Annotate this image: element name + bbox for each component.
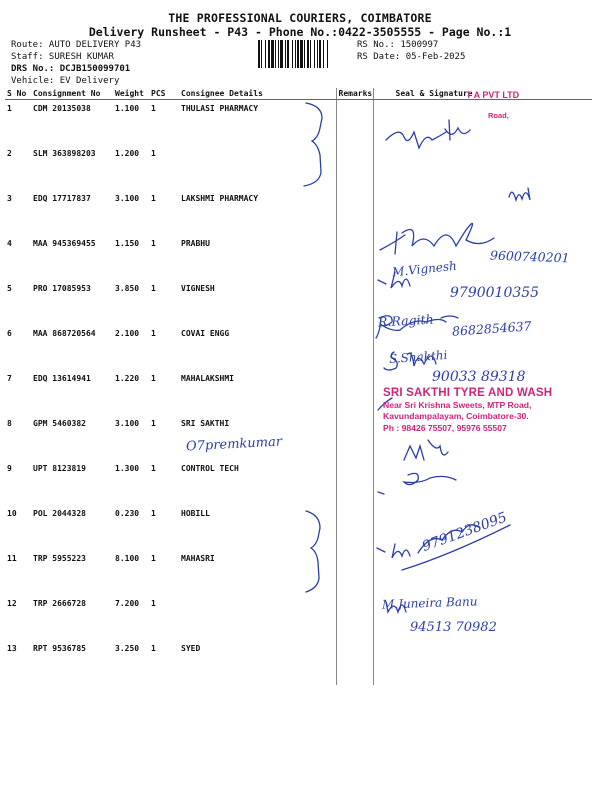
cell-remarks xyxy=(336,325,373,370)
table-row xyxy=(5,145,592,190)
cell-signature xyxy=(373,145,592,190)
cell-sno: 2 xyxy=(7,149,12,158)
handwritten-phone-row7: 90033 89318 xyxy=(432,369,526,385)
col-header-sno: S No xyxy=(5,88,31,100)
drs-number: DRS No.: DCJB150099701 xyxy=(11,64,131,74)
cell-pcs: 1 xyxy=(151,554,156,563)
handwritten-phone-row5: 9790010355 xyxy=(450,285,540,301)
cell-consignment: CDM 20135038 xyxy=(33,104,91,113)
table-header-row xyxy=(5,88,592,100)
cell-pcs: 1 xyxy=(151,194,156,203)
cell-weight: 7.200 xyxy=(115,599,140,608)
cell-remarks xyxy=(336,595,373,640)
barcode-bar xyxy=(319,40,321,68)
cell-signature xyxy=(373,460,592,505)
cell-consignee: SRI SAKTHI xyxy=(181,419,230,428)
cell-signature xyxy=(373,100,592,146)
cell-sno: 10 xyxy=(7,509,17,518)
cell-consignment: SLM 363898203 xyxy=(33,149,96,158)
cell-pcs: 1 xyxy=(151,644,156,653)
stamp-line-3: Kavundampalayam, Coimbatore-30. xyxy=(383,411,529,421)
cell-consignee: HOBILL xyxy=(181,509,210,518)
cell-signature xyxy=(373,190,592,235)
cell-remarks xyxy=(336,550,373,595)
barcode-bar xyxy=(265,40,266,68)
cell-weight: 1.200 xyxy=(115,149,140,158)
cell-sno: 12 xyxy=(7,599,17,608)
col-header-consignee: Consignee Details xyxy=(179,88,336,100)
cell-sno: 1 xyxy=(7,104,12,113)
table-row xyxy=(5,190,592,235)
col-header-remarks: Remarks xyxy=(336,88,373,100)
cell-weight: 8.100 xyxy=(115,554,140,563)
cell-remarks xyxy=(336,190,373,235)
table-row xyxy=(5,640,592,685)
runsheet-meta-right xyxy=(357,39,465,63)
cell-pcs: 1 xyxy=(151,509,156,518)
cell-consignee: SYED xyxy=(181,644,201,653)
cell-consignment: RPT 9536785 xyxy=(33,644,86,653)
vehicle-label: Vehicle: EV Delivery xyxy=(11,76,120,86)
cell-sno: 7 xyxy=(7,374,12,383)
handwritten-name-row9: O7premkumar xyxy=(185,434,283,455)
barcode xyxy=(258,40,352,68)
cell-consignee: COVAI ENGG xyxy=(181,329,230,338)
cell-sno: 3 xyxy=(7,194,12,203)
cell-consignment: PRO 17085953 xyxy=(33,284,91,293)
cell-sno: 11 xyxy=(7,554,17,563)
cell-weight: 0.230 xyxy=(115,509,140,518)
barcode-bar xyxy=(292,40,293,68)
cell-consignee: PRABHU xyxy=(181,239,210,248)
cell-consignment: GPM 5460382 xyxy=(33,419,86,428)
cell-consignment: TRP 5955223 xyxy=(33,554,86,563)
cell-pcs: 1 xyxy=(151,419,156,428)
handwritten-name-row6: R.Ragith xyxy=(377,311,434,330)
cell-consignee: MAHALAKSHMI xyxy=(181,374,234,383)
cell-sno: 5 xyxy=(7,284,12,293)
cell-remarks xyxy=(336,640,373,685)
handwritten-phone-row4: 9600740201 xyxy=(489,247,570,266)
cell-remarks xyxy=(336,280,373,325)
cell-signature xyxy=(373,640,592,685)
runsheet-meta-left xyxy=(11,39,141,87)
cell-signature xyxy=(373,550,592,595)
cell-pcs: 1 xyxy=(151,374,156,383)
cell-consignment: MAA 945369455 xyxy=(33,239,96,248)
cell-remarks xyxy=(336,145,373,190)
cell-sno: 4 xyxy=(7,239,12,248)
barcode-bar xyxy=(295,40,296,68)
cell-consignee xyxy=(179,145,336,190)
rs-number: RS No.: 1500997 xyxy=(357,40,439,50)
barcode-bar xyxy=(310,40,311,68)
barcode-bar xyxy=(268,40,270,68)
stamp-line-4: Ph : 98426 75507, 95976 55507 xyxy=(383,422,507,433)
barcode-bar xyxy=(258,40,260,68)
company-name: THE PROFESSIONAL COURIERS, COIMBATORE xyxy=(168,11,432,25)
cell-weight: 3.850 xyxy=(115,284,140,293)
cell-sno: 8 xyxy=(7,419,12,428)
cell-remarks xyxy=(336,100,373,146)
table-row xyxy=(5,595,592,640)
cell-weight: 3.100 xyxy=(115,194,140,203)
cell-consignment: EDQ 17717837 xyxy=(33,194,91,203)
cell-consignment: TRP 2666728 xyxy=(33,599,86,608)
table-row xyxy=(5,550,592,595)
cell-consignee: MAHASRI xyxy=(181,554,215,563)
barcode-bar xyxy=(327,40,328,68)
cell-weight: 1.150 xyxy=(115,239,140,248)
cell-consignee xyxy=(179,595,336,640)
barcode-bar xyxy=(307,40,309,68)
cell-weight: 1.300 xyxy=(115,464,140,473)
cell-remarks xyxy=(336,235,373,280)
cell-remarks xyxy=(336,415,373,460)
handwritten-phone-row13: 94513 70982 xyxy=(410,620,497,635)
barcode-bar xyxy=(323,40,324,68)
handwritten-name-row7: S.Shakthi xyxy=(388,347,448,367)
handwritten-name-row5: M.Vignesh xyxy=(391,258,458,280)
handwritten-name-row13: M.Juneira Banu xyxy=(381,594,478,612)
cell-pcs: 1 xyxy=(151,464,156,473)
cell-pcs: 1 xyxy=(151,329,156,338)
cell-weight: 2.100 xyxy=(115,329,140,338)
cell-pcs: 1 xyxy=(151,284,156,293)
barcode-bar xyxy=(304,40,305,68)
cell-weight: 1.220 xyxy=(115,374,140,383)
cell-consignment: POL 2044328 xyxy=(33,509,86,518)
barcode-bar xyxy=(317,40,318,68)
svg-text:T A PVT LTD: T A PVT LTD xyxy=(466,90,520,100)
stamp-line-2: Near Sri Krishna Sweets, MTP Road, xyxy=(383,399,532,410)
handwritten-phone-row11: 9791238095 xyxy=(420,509,510,556)
cell-sno: 13 xyxy=(7,644,17,653)
cell-consignment: UPT 8123819 xyxy=(33,464,86,473)
cell-pcs: 1 xyxy=(151,599,156,608)
cell-pcs: 1 xyxy=(151,149,156,158)
col-header-consignment: Consignment No xyxy=(31,88,113,100)
cell-weight: 3.100 xyxy=(115,419,140,428)
barcode-bar xyxy=(297,40,299,68)
handwritten-phone-row6: 8682854637 xyxy=(451,318,532,339)
cell-consignee: THULASI PHARMACY xyxy=(181,104,259,113)
table-row xyxy=(5,460,592,505)
cell-weight: 1.100 xyxy=(115,104,140,113)
cell-remarks xyxy=(336,460,373,505)
cell-consignee: CONTROL TECH xyxy=(181,464,239,473)
col-header-seal: Seal & Signature xyxy=(373,88,592,100)
barcode-bar xyxy=(314,40,315,68)
runsheet-title: Delivery Runsheet - P43 - Phone No.:0422-3505555 - Page No.:1 xyxy=(88,25,512,39)
barcode-bar xyxy=(285,40,286,68)
barcode-bar xyxy=(271,40,274,68)
col-header-weight: Weight xyxy=(113,88,149,100)
staff-label: Staff: SURESH KUMAR xyxy=(11,52,114,62)
route-label: Route: AUTO DELIVERY P43 xyxy=(11,40,142,50)
barcode-bar xyxy=(280,40,283,68)
cell-consignment: MAA 868720564 xyxy=(33,329,96,338)
cell-sno: 6 xyxy=(7,329,12,338)
col-header-pcs: PCS xyxy=(149,88,179,100)
cell-consignee: VIGNESH xyxy=(181,284,215,293)
cell-sno: 9 xyxy=(7,464,12,473)
barcode-bar xyxy=(300,40,303,68)
cell-pcs: 1 xyxy=(151,239,156,248)
cell-weight: 3.250 xyxy=(115,644,140,653)
cell-remarks xyxy=(336,370,373,415)
stamp-line-1: SRI SAKTHI TYRE AND WASH xyxy=(383,387,553,399)
barcode-bar xyxy=(278,40,279,68)
rs-date: RS Date: 05-Feb-2025 xyxy=(357,52,466,62)
cell-pcs: 1 xyxy=(151,104,156,113)
barcode-bar xyxy=(287,40,289,68)
company-stamp xyxy=(383,388,563,434)
cell-remarks xyxy=(336,505,373,550)
svg-text:Road,: Road, xyxy=(488,111,509,120)
table-row xyxy=(5,100,592,146)
barcode-bar xyxy=(261,40,262,68)
barcode-bar xyxy=(275,40,276,68)
cell-consignment: EDQ 13614941 xyxy=(33,374,91,383)
cell-consignee: LAKSHMI PHARMACY xyxy=(181,194,259,203)
